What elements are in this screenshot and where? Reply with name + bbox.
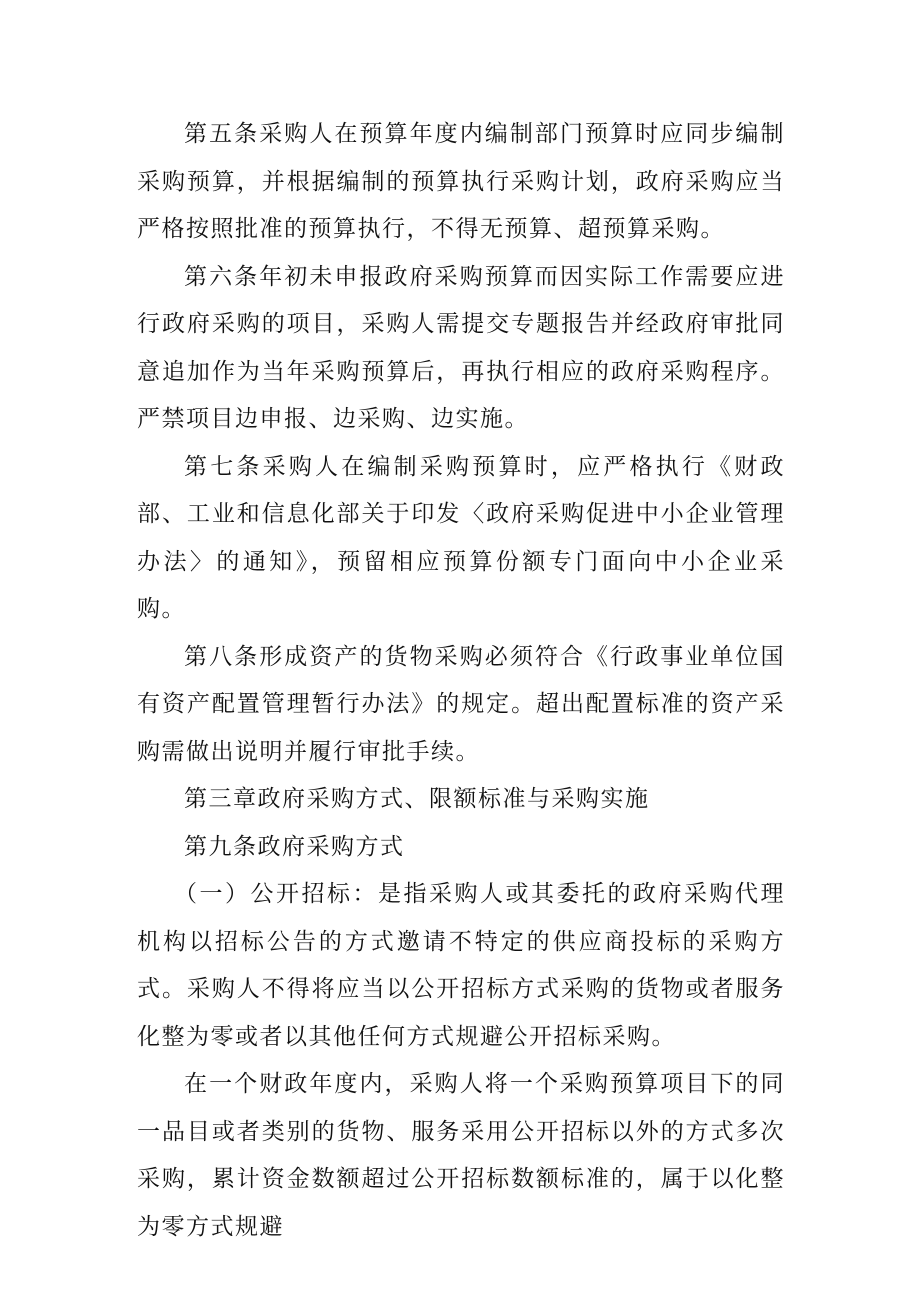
article-5-paragraph: 第五条采购人在预算年度内编制部门预算时应同步编制采购预算，并根据编制的预算执行采购计划，政府采购应当严格按照批准的预算执行，不得无预算、超预算采购。 <box>137 121 785 242</box>
chapter-3-heading: 第三章政府采购方式、限额标准与采购实施 <box>184 786 650 812</box>
article-6-paragraph: 第六条年初未申报政府采购预算而因实际工作需要应进行政府采购的项目，采购人需提交专题报告并经政府审批同意追加作为当年采购预算后，再执行相应的政府采购程序。严禁项目边申报、边采购、边实施。 <box>137 263 785 432</box>
article-9-heading: 第九条政府采购方式 <box>184 833 405 860</box>
article-8-paragraph: 第八条形成资产的货物采购必须符合《行政事业单位国有资产配置管理暂行办法》的规定。超出配置标准的资产采购需做出说明并履行审批手续。 <box>137 643 785 765</box>
fiscal-year-paragraph: 在一个财政年度内，采购人将一个采购预算项目下的同一品目或者类别的货物、服务采用公开招标以外的方式多次采购，累计资金数额超过公开招标数额标准的，属于以化整为零方式规避 <box>137 1071 785 1240</box>
document-body <box>137 111 785 1251</box>
open-tender-paragraph: （一）公开招标：是指采购人或其委托的政府采购代理机构以招标公告的方式邀请不特定的供应商投标的采购方式。采购人不得将应当以公开招标方式采购的货物或者服务化整为零或者以其他任何方式规避公开招标采购。 <box>137 881 785 1050</box>
article-7-paragraph: 第七条采购人在编制采购预算时，应严格执行《财政部、工业和信息化部关于印发〈政府采购促进中小企业管理办法〉的通知》，预留相应预算份额专门面向中小企业采购。 <box>137 453 785 622</box>
